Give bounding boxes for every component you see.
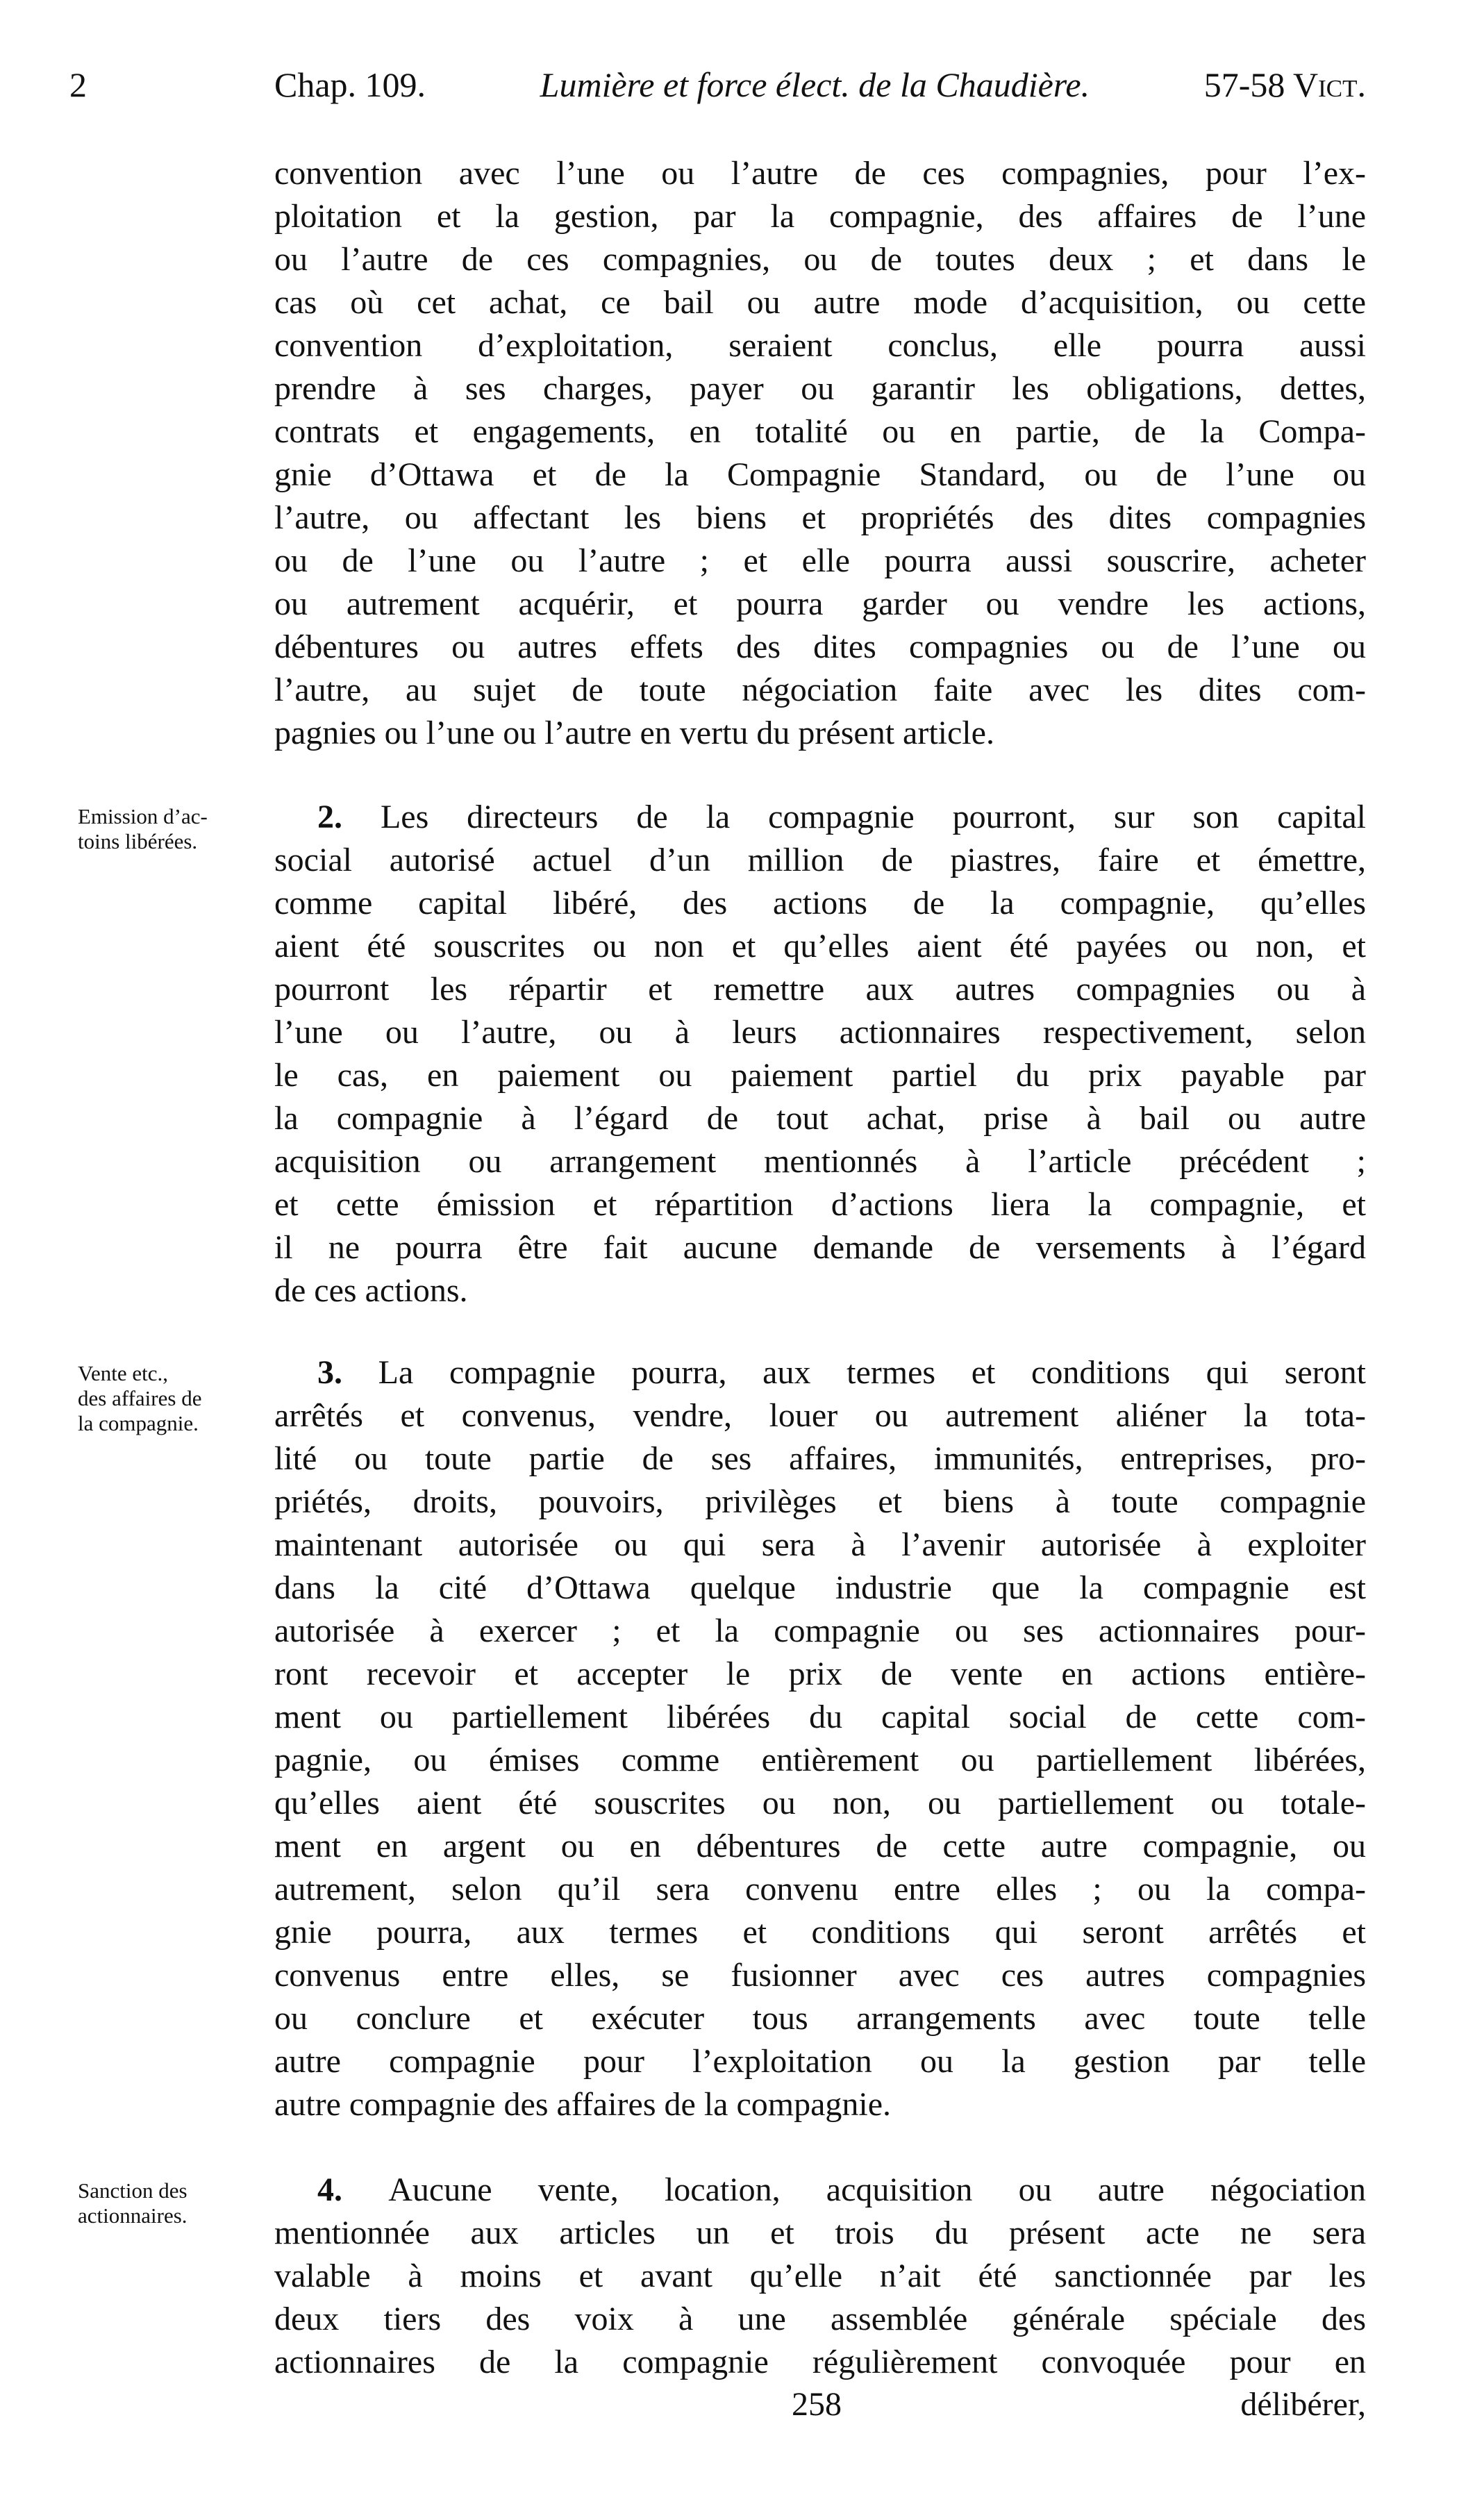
text-line: cas où cet achat, ce bail ou autre mode d’acquisition, ou cette (274, 284, 1366, 321)
text-line: deux tiers des voix à une assemblée générale spéciale des (274, 2301, 1366, 2337)
text-line: gnie pourra, aux termes et conditions qui seront arrêtés et (274, 1914, 1366, 1951)
text-line: la compagnie à l’égard de tout achat, prise à bail ou autre (274, 1100, 1366, 1137)
paragraph-2 (274, 796, 1366, 1312)
section-number: 4. (317, 2171, 389, 2208)
paragraph-4 (274, 2169, 1366, 2384)
text-line: ment ou partiellement libérées du capital social de cette com- (274, 1699, 1366, 1735)
margin-note (78, 1361, 265, 1436)
text-line: il ne pourra être fait aucune demande de versements à l’égard (274, 1229, 1366, 1266)
text-line: maintenant autorisée ou qui sera à l’avenir autorisée à exploiter (274, 1526, 1366, 1563)
text-line: gnie d’Ottawa et de la Compagnie Standard, ou de l’une ou (274, 456, 1366, 493)
text-line: qu’elles aient été souscrites ou non, ou partiellement ou totale- (274, 1785, 1366, 1821)
text-line: ou de l’une ou l’autre ; et elle pourra aussi souscrire, acheter (274, 542, 1366, 579)
text-line: l’autre, au sujet de toute négociation faite avec les dites com- (274, 671, 1366, 708)
text-line: dans la cité d’Ottawa quelque industrie que la compagnie est (274, 1569, 1366, 1606)
text-line: aient été souscrites ou non et qu’elles aient été payées ou non, et (274, 928, 1366, 965)
page-number: 2 (69, 65, 87, 104)
text-line: lité ou toute partie de ses affaires, immunités, entreprises, pro- (274, 1440, 1366, 1477)
text-line: l’une ou l’autre, ou à leurs actionnaires respectivement, selon (274, 1014, 1366, 1051)
text-line: pagnie, ou émises comme entièrement ou partiellement libérées, (274, 1742, 1366, 1778)
text-line: convenus entre elles, se fusionner avec ces autres compagnies (274, 1957, 1366, 1994)
section-number: 3. (317, 1354, 378, 1391)
text-line: actionnaires de la compagnie régulièrement convoquée pour en (274, 2344, 1366, 2380)
footer-catchword: délibérer, (1240, 2386, 1366, 2423)
text-line: ront recevoir et accepter le prix de vente en actions entière- (274, 1655, 1366, 1692)
margin-note-line: la compagnie. (78, 1411, 199, 1435)
text-line: le cas, en paiement ou paiement partiel du prix payable par (274, 1057, 1366, 1094)
text-line: autorisée à exercer ; et la compagnie ou ses actionnaires pour- (274, 1612, 1366, 1649)
margin-note-line: Sanction des (78, 2178, 187, 2203)
text-line: ou autrement acquérir, et pourra garder ou vendre les actions, (274, 585, 1366, 622)
text-line: ment en argent ou en débentures de cette autre compagnie, ou (274, 1828, 1366, 1864)
section-number: 2. (317, 799, 381, 835)
margin-note-line: des affaires de (78, 1386, 202, 1410)
chapter-label: Chap. 109. (274, 65, 426, 104)
margin-note (78, 804, 265, 854)
text-line: mentionnée aux articles un et trois du présent acte ne sera (274, 2214, 1366, 2251)
text-line: contrats et engagements, en totalité ou en partie, de la Compa- (274, 413, 1366, 450)
running-head (274, 64, 1366, 106)
text-line: pagnies ou l’une ou l’autre en vertu du présent article. (274, 715, 994, 751)
margin-note-line: actionnaires. (78, 2203, 187, 2228)
footer-folio: 258 (792, 2386, 842, 2423)
text-line: ou l’autre de ces compagnies, ou de toutes deux ; et dans le (274, 241, 1366, 278)
margin-note-line: Vente etc., (78, 1361, 168, 1385)
text-line: acquisition ou arrangement mentionnés à l’article précédent ; (274, 1143, 1366, 1180)
margin-note-line: toins libérées. (78, 829, 198, 853)
text-line: autrement, selon qu’il sera convenu entre elles ; ou la compa- (274, 1871, 1366, 1908)
text-line: et cette émission et répartition d’actions liera la compagnie, et (274, 1186, 1366, 1223)
text-line: prendre à ses charges, payer ou garantir les obligations, dettes, (274, 370, 1366, 407)
act-title: Lumière et force élect. de la Chaudière. (540, 65, 1090, 104)
margin-note-line: Emission d’ac- (78, 804, 208, 828)
regnal-year: 57-58 Vict. (1203, 65, 1366, 104)
text-line: de ces actions. (274, 1272, 468, 1309)
text-line: 4. Aucune vente, location, acquisition ou autre négociation (317, 2171, 1367, 2208)
text-line: débentures ou autres effets des dites compagnies ou de l’une ou (274, 628, 1366, 665)
text-line: 3. La compagnie pourra, aux termes et conditions qui seront (317, 1354, 1366, 1391)
text-line: convention avec l’une ou l’autre de ces compagnies, pour l’ex- (274, 155, 1366, 192)
text-line: l’autre, ou affectant les biens et propriétés des dites compagnies (274, 499, 1366, 536)
text-line: ou conclure et exécuter tous arrangements avec toute telle (274, 2000, 1366, 2037)
text-line: autre compagnie pour l’exploitation ou la gestion par telle (274, 2043, 1366, 2080)
text-line: ploitation et la gestion, par la compagnie, des affaires de l’une (274, 198, 1366, 235)
text-line: social autorisé actuel d’un million de piastres, faire et émettre, (274, 842, 1366, 878)
text-line: comme capital libéré, des actions de la compagnie, qu’elles (274, 885, 1366, 921)
margin-note (78, 2178, 265, 2228)
text-line: priétés, droits, pouvoirs, privilèges et biens à toute compagnie (274, 1483, 1366, 1520)
paragraph-continued (274, 152, 1366, 755)
text-line: 2. Les directeurs de la compagnie pourront, sur son capital (317, 799, 1367, 835)
text-line: pourront les répartir et remettre aux autres compagnies ou à (274, 971, 1366, 1008)
text-line: valable à moins et avant qu’elle n’ait été sanctionnée par les (274, 2258, 1366, 2294)
text-line: arrêtés et convenus, vendre, louer ou autrement aliéner la tota- (274, 1397, 1366, 1434)
text-line: autre compagnie des affaires de la compagnie. (274, 2086, 892, 2123)
text-line: convention d’exploitation, seraient conclus, elle pourra aussi (274, 327, 1366, 364)
paragraph-3 (274, 1351, 1366, 2126)
